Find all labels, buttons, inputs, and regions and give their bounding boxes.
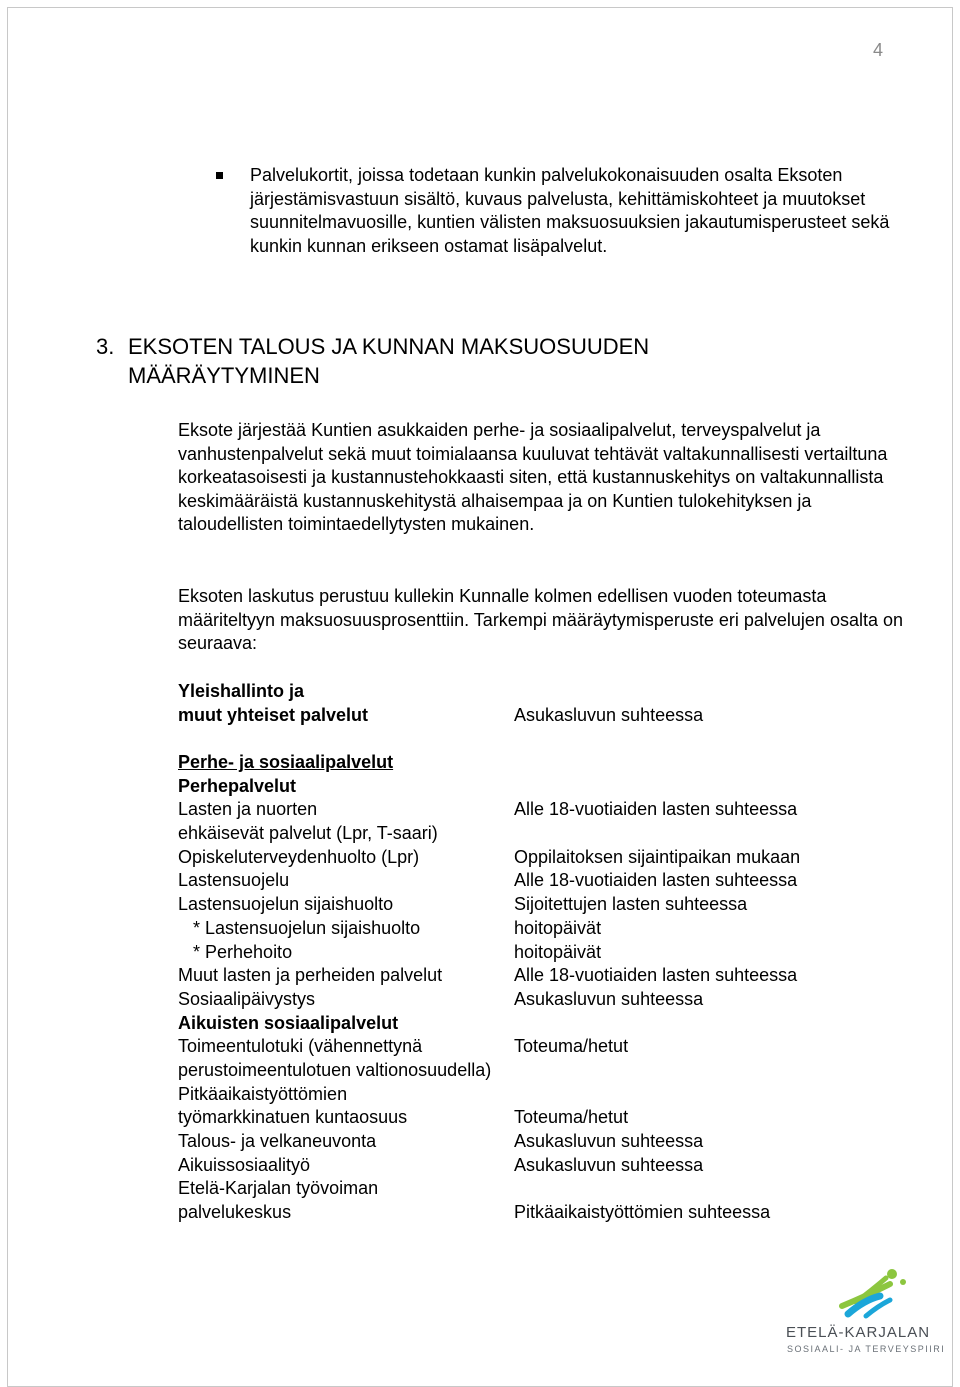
row-basis: Oppilaitoksen sijaintipaikan mukaan — [514, 846, 801, 867]
row-label: * Perhehoito — [178, 941, 293, 962]
table-row — [178, 1012, 908, 1036]
organization-logo — [786, 1262, 956, 1357]
row-label: työmarkkinatuen kuntaosuus — [178, 1107, 408, 1128]
table-row — [178, 1059, 908, 1083]
square-bullet-icon — [216, 172, 223, 179]
row-basis: Asukasluvun suhteessa — [514, 988, 704, 1009]
table-row — [178, 1106, 908, 1130]
row-basis: Alle 18-vuotiaiden lasten suhteessa — [514, 870, 798, 891]
page-number: 4 — [872, 40, 883, 60]
row-label: Sosiaalipäivystys — [178, 988, 316, 1009]
table-row — [178, 988, 908, 1012]
table-row — [178, 1083, 908, 1107]
table-row — [178, 1035, 908, 1059]
row-basis: hoitopäivät — [514, 941, 602, 962]
row-basis: Pitkäaikaistyöttömien suhteessa — [514, 1202, 771, 1223]
row-label: * Lastensuojelun sijaishuolto — [178, 917, 421, 938]
section-title-line1: EKSOTEN TALOUS JA KUNNAN MAKSUOSUUDEN — [128, 334, 650, 359]
logo-subtitle: SOSIAALI- JA TERVEYSPIIRI — [787, 1344, 946, 1354]
table-row — [178, 964, 908, 988]
logo-name: ETELÄ-KARJALAN — [786, 1324, 931, 1341]
table-row — [178, 822, 908, 846]
table-row — [178, 1154, 908, 1178]
row-label: ehkäisevät palvelut (Lpr, T-saari) — [178, 823, 438, 844]
row-label: Muut lasten ja perheiden palvelut — [178, 965, 443, 986]
row-basis: Toteuma/hetut — [514, 1107, 629, 1128]
table-row — [178, 680, 908, 704]
table-row — [178, 917, 908, 941]
table-row — [178, 893, 908, 917]
row-label: Pitkäaikaistyöttömien — [178, 1083, 348, 1104]
row-label: Etelä-Karjalan työvoiman — [178, 1178, 379, 1199]
table-row — [178, 704, 908, 728]
table-row — [178, 869, 908, 893]
row-basis: Alle 18-vuotiaiden lasten suhteessa — [514, 965, 798, 986]
section-heading — [96, 332, 856, 390]
row-label: Talous- ja velkaneuvonta — [178, 1131, 377, 1151]
allocation-table-social — [178, 751, 908, 1225]
row-label: Opiskeluterveydenhuolto (Lpr) — [178, 846, 420, 867]
subcategory-heading: Perhepalvelut — [178, 775, 297, 796]
row-label: perustoimeentulotuen valtionosuudella) — [178, 1059, 492, 1080]
row-label: Yleishallinto ja — [178, 681, 305, 701]
row-basis: hoitopäivät — [514, 917, 602, 938]
paragraph-1: Eksote järjestää Kuntien asukkaiden perhe- ja sosiaalipalvelut, terveyspalvelut ja vanhustenpalvelut sekä muut toimialaansa kuuluvat tehtävät valtakunnallisesti vertailtuna korkeatasoisesti ja kustannustehokkaasti siten, että kustannuskehitys on valtakunnallista keskimääräistä kustannuskehitystä alhaisempaa ja on Kuntien tulokehityksen ja taloudellisten toimintaedellytysten mukainen. — [178, 420, 888, 535]
row-basis: Asukasluvun suhteessa — [514, 1154, 704, 1175]
row-basis: Asukasluvun suhteessa — [514, 704, 704, 725]
row-label: Aikuissosiaalityö — [178, 1154, 311, 1175]
row-label: muut yhteiset palvelut — [178, 704, 369, 725]
table-row — [178, 941, 908, 965]
subcategory-heading: Aikuisten sosiaalipalvelut — [178, 1012, 399, 1033]
table-row — [178, 1177, 908, 1201]
table-row — [178, 775, 908, 799]
bullet-list-item — [218, 164, 898, 258]
category-heading: Perhe- ja sosiaalipalvelut — [178, 752, 394, 772]
paragraph-2: Eksoten laskutus perustuu kullekin Kunnalle kolmen edellisen vuoden toteumasta määriteltyyn maksuosuusprosenttiin. Tarkempi määräytymisperuste eri palvelujen osalta on seuraava: — [178, 586, 904, 654]
row-label: Lastensuojelu — [178, 870, 290, 891]
table-row — [178, 1130, 908, 1154]
table-row — [178, 798, 908, 822]
row-basis: Toteuma/hetut — [514, 1036, 629, 1057]
section-title-line2: MÄÄRÄYTYMINEN — [128, 363, 320, 388]
row-label: Toimeentulotuki (vähennettynä — [178, 1036, 423, 1057]
table-row — [178, 1201, 908, 1225]
table-row — [178, 846, 908, 870]
row-basis: Asukasluvun suhteessa — [514, 1131, 704, 1151]
bullet-text: Palvelukortit, joissa todetaan kunkin palvelukokonaisuuden osalta Eksoten järjestämisvastuun sisältö, kuvaus palvelusta, kehittämiskohteet ja muutokset suunnitelmavuosille, kuntien välisten maksuosuuksien jakautumisperusteet sekä kunkin kunnan erikseen ostamat lisäpalvelut. — [250, 165, 890, 256]
table-row — [178, 751, 908, 775]
allocation-table-general — [178, 680, 908, 727]
row-label: palvelukeskus — [178, 1202, 292, 1223]
row-label: Lasten ja nuorten — [178, 799, 318, 820]
row-basis: Alle 18-vuotiaiden lasten suhteessa — [514, 799, 798, 820]
row-label: Lastensuojelun sijaishuolto — [178, 894, 394, 915]
person-figure-icon — [786, 1262, 956, 1324]
row-basis: Sijoitettujen lasten suhteessa — [514, 894, 748, 915]
section-number: 3. — [96, 334, 115, 359]
